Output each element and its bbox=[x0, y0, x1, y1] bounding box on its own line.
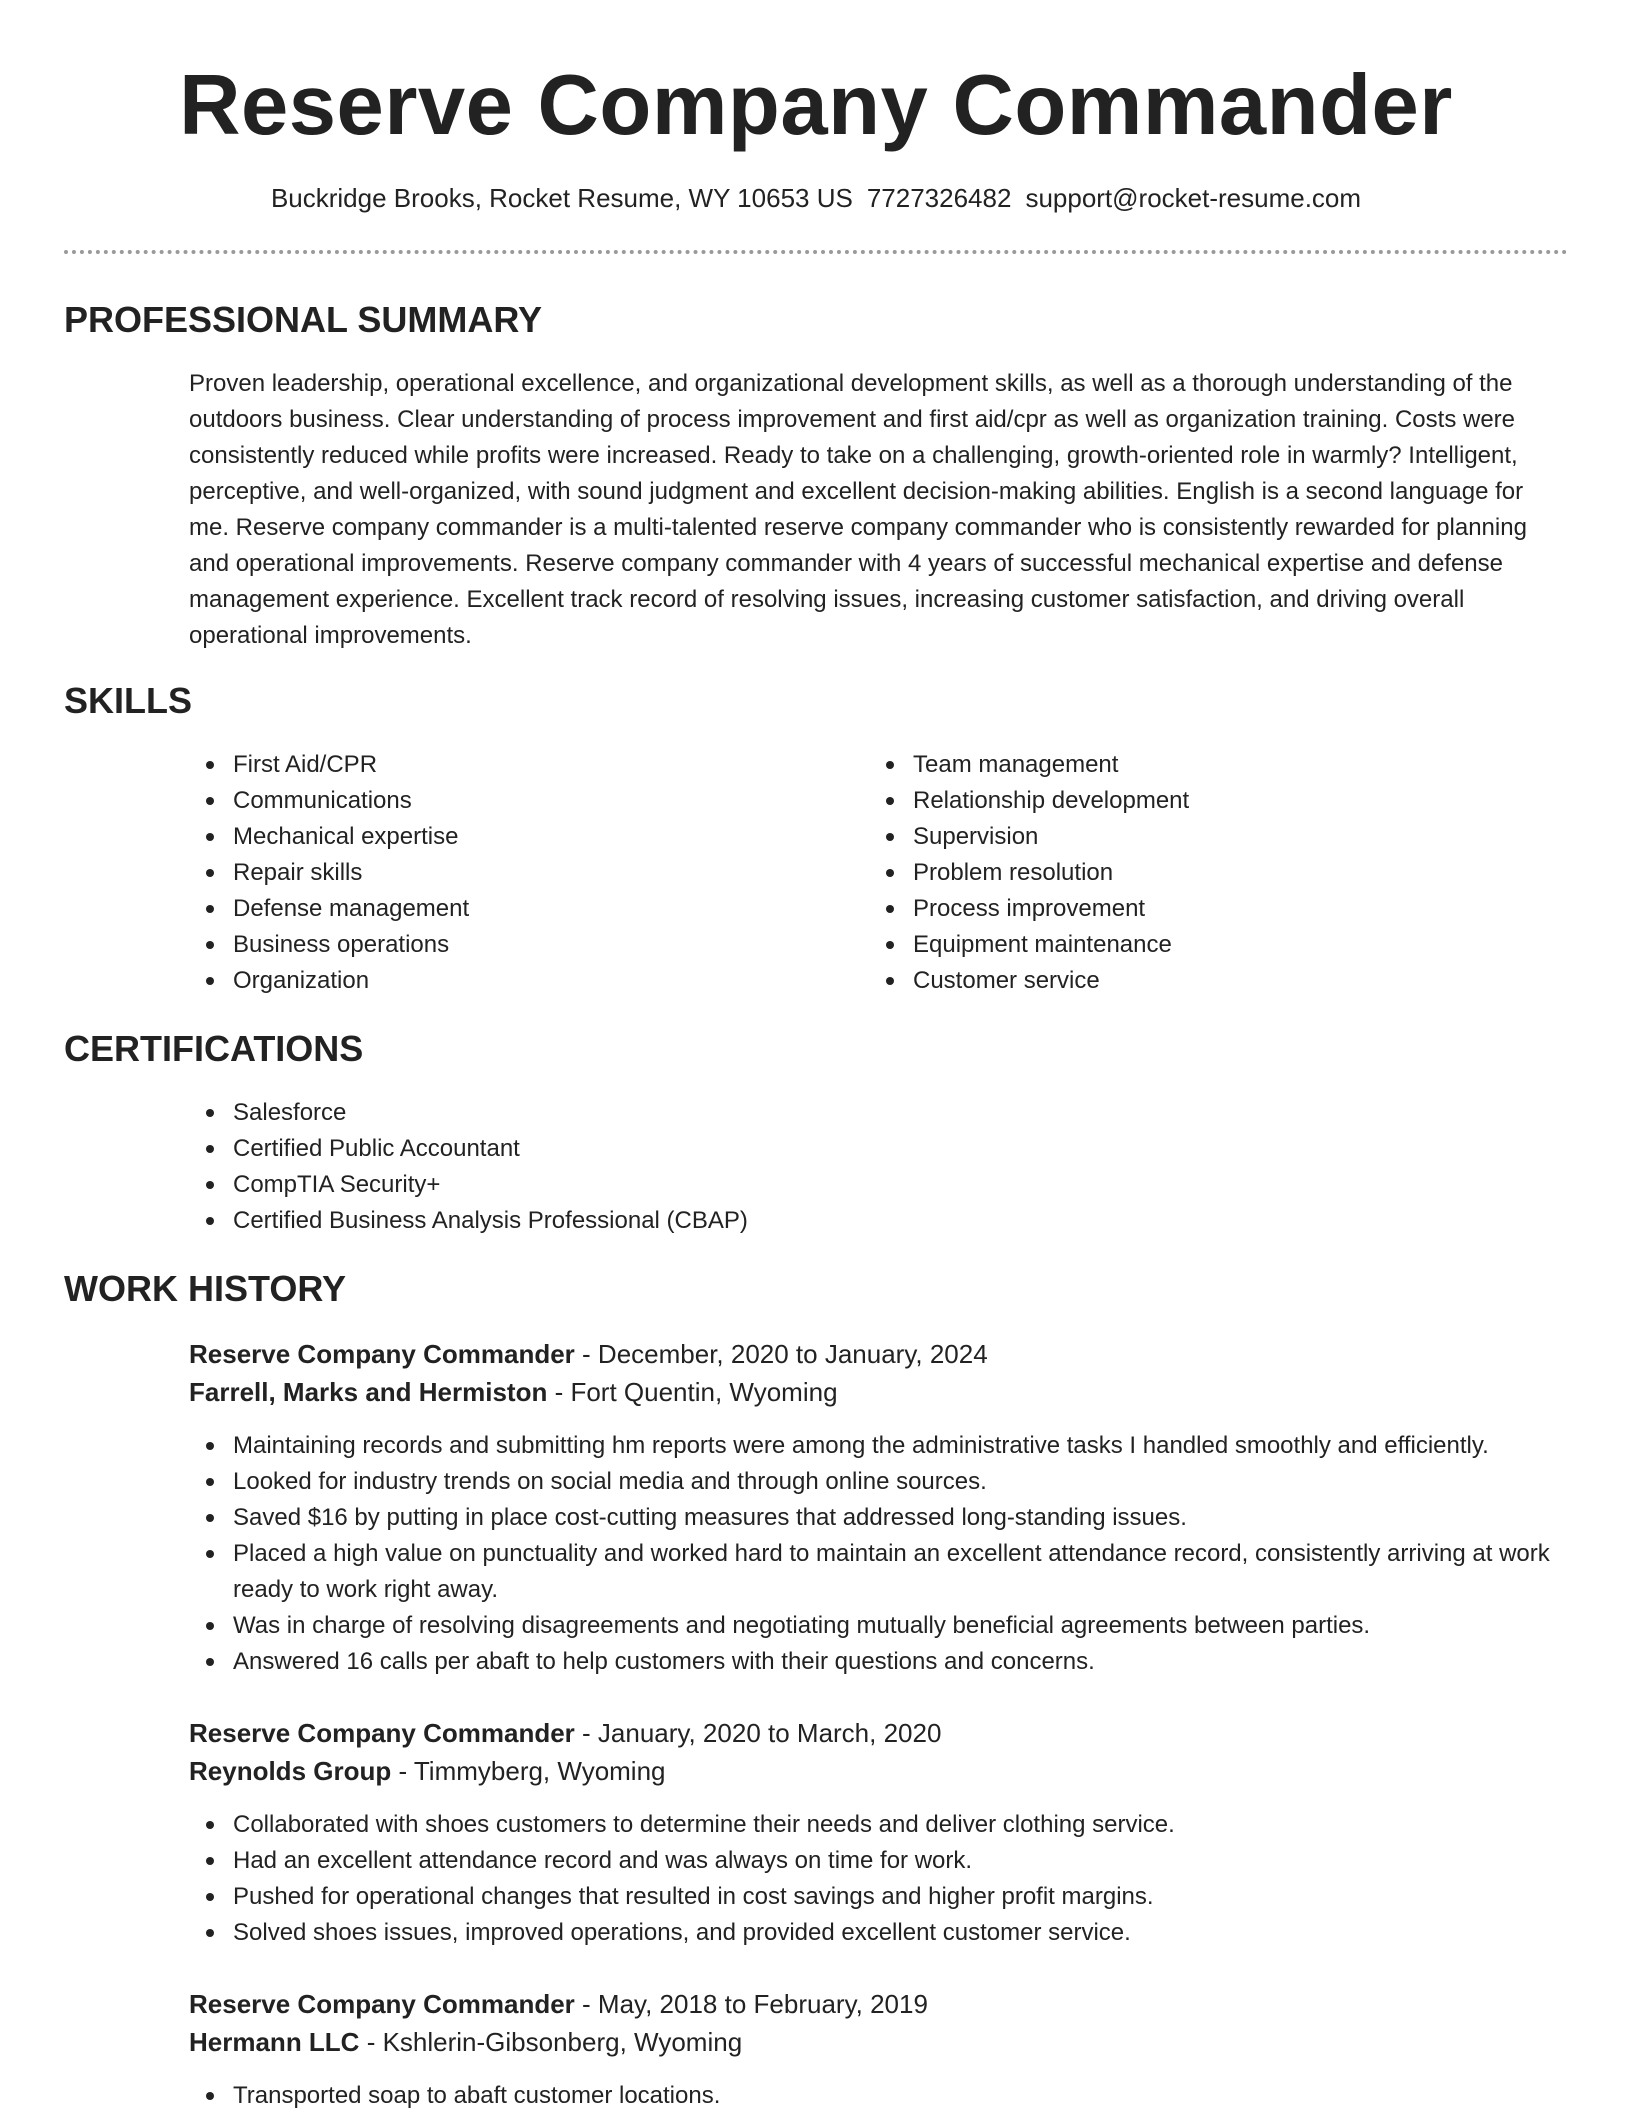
section-title-summary: PROFESSIONAL SUMMARY bbox=[64, 299, 543, 340]
skill-item: Relationship development bbox=[869, 783, 1549, 819]
job-duties-list bbox=[189, 2078, 1569, 2112]
job-title: Reserve Company Commander bbox=[189, 1718, 575, 1748]
job-duty-item: Pushed for operational changes that resulted in cost savings and higher profit margins. bbox=[189, 1879, 1569, 1915]
skill-item: Team management bbox=[869, 747, 1549, 783]
skill-item: Equipment maintenance bbox=[869, 927, 1549, 963]
job-duties-list bbox=[189, 1807, 1569, 1951]
contact-line bbox=[0, 180, 1632, 216]
job-company: Farrell, Marks and Hermiston bbox=[189, 1377, 548, 1407]
certification-item: Certified Business Analysis Professional (CBAP) bbox=[189, 1203, 1569, 1239]
section-title-work-history: WORK HISTORY bbox=[64, 1268, 347, 1309]
job-duty-item: Placed a high value on punctuality and worked hard to maintain an excellent attendance record, consistently arriving at work ready to work right away. bbox=[189, 1536, 1569, 1608]
skill-item: Business operations bbox=[189, 927, 839, 963]
job-duty-item: Solved shoes issues, improved operations, and provided excellent customer service. bbox=[189, 1915, 1569, 1951]
job-title-line bbox=[189, 1335, 1569, 1373]
job-company-line bbox=[189, 2023, 1569, 2061]
job-dates: - December, 2020 to January, 2024 bbox=[574, 1339, 988, 1369]
job-company: Hermann LLC bbox=[189, 2027, 360, 2057]
job-dates: - January, 2020 to March, 2020 bbox=[574, 1718, 942, 1748]
job-entry bbox=[189, 1985, 1569, 2112]
job-title-line bbox=[189, 1714, 1569, 1752]
job-duty-item: Was in charge of resolving disagreements and negotiating mutually beneficial agreements between parties. bbox=[189, 1608, 1569, 1644]
contact-phone: 7727326482 bbox=[866, 183, 1012, 213]
skill-item: Communications bbox=[189, 783, 839, 819]
skill-item: Customer service bbox=[869, 963, 1549, 999]
job-entry bbox=[189, 1335, 1569, 1680]
skills-list-right bbox=[869, 747, 1549, 999]
job-duty-item: Looked for industry trends on social media and through online sources. bbox=[189, 1464, 1569, 1500]
job-company-line bbox=[189, 1752, 1569, 1790]
job-location: - Kshlerin-Gibsonberg, Wyoming bbox=[359, 2027, 743, 2057]
certification-item: CompTIA Security+ bbox=[189, 1167, 1569, 1203]
job-duty-item: Transported soap to abaft customer locations. bbox=[189, 2078, 1569, 2112]
job-location: - Fort Quentin, Wyoming bbox=[547, 1377, 838, 1407]
job-duty-item: Had an excellent attendance record and was always on time for work. bbox=[189, 1843, 1569, 1879]
job-company: Reynolds Group bbox=[189, 1756, 392, 1786]
certifications-list bbox=[189, 1095, 1569, 1239]
contact-address: Buckridge Brooks, Rocket Resume, WY 10653 US bbox=[270, 183, 853, 213]
skill-item: Problem resolution bbox=[869, 855, 1549, 891]
skill-item: Supervision bbox=[869, 819, 1549, 855]
skill-item: Defense management bbox=[189, 891, 839, 927]
job-dates: - May, 2018 to February, 2019 bbox=[574, 1989, 928, 2019]
job-location: - Timmyberg, Wyoming bbox=[391, 1756, 666, 1786]
certification-item: Certified Public Accountant bbox=[189, 1131, 1569, 1167]
job-title: Reserve Company Commander bbox=[189, 1989, 575, 2019]
job-duty-item: Collaborated with shoes customers to determine their needs and deliver clothing service. bbox=[189, 1807, 1569, 1843]
contact-email: support@rocket-resume.com bbox=[1025, 183, 1362, 213]
skill-item: First Aid/CPR bbox=[189, 747, 839, 783]
header-divider bbox=[64, 250, 1568, 254]
skill-item: Process improvement bbox=[869, 891, 1549, 927]
job-entry bbox=[189, 1714, 1569, 1951]
section-title-certifications: CERTIFICATIONS bbox=[64, 1028, 364, 1069]
section-title-skills: SKILLS bbox=[64, 680, 193, 721]
job-title-line bbox=[189, 1985, 1569, 2023]
job-duty-item: Saved $16 by putting in place cost-cutting measures that addressed long-standing issues. bbox=[189, 1500, 1569, 1536]
skill-item: Organization bbox=[189, 963, 839, 999]
job-duties-list bbox=[189, 1428, 1569, 1680]
job-duty-item: Maintaining records and submitting hm reports were among the administrative tasks I handled smoothly and efficiently. bbox=[189, 1428, 1569, 1464]
job-company-line bbox=[189, 1373, 1569, 1411]
skill-item: Repair skills bbox=[189, 855, 839, 891]
skill-item: Mechanical expertise bbox=[189, 819, 839, 855]
summary-text: Proven leadership, operational excellence, and organizational development skills, as well as a thorough understanding of the outdoors business. Clear understanding of process improvement and first aid/cpr as well as organization training. Costs were consistently reduced while profits were increased. Ready to take on a challenging, growth-oriented role in warmly? Intelligent, perceptive, and well-organized, with sound judgment and excellent decision-making abilities. English is a second language for me. Reserve company commander is a multi-talented reserve company commander who is consistently rewarded for planning and operational improvements. Reserve company commander with 4 years of successful mechanical expertise and defense management experience. Excellent track record of resolving issues, increasing customer satisfaction, and driving overall operational improvements. bbox=[189, 370, 1527, 649]
candidate-name: Reserve Company Commander bbox=[179, 58, 1453, 153]
job-duty-item: Answered 16 calls per abaft to help customers with their questions and concerns. bbox=[189, 1644, 1569, 1680]
job-title: Reserve Company Commander bbox=[189, 1339, 575, 1369]
certification-item: Salesforce bbox=[189, 1095, 1569, 1131]
skills-list-left bbox=[189, 747, 839, 999]
